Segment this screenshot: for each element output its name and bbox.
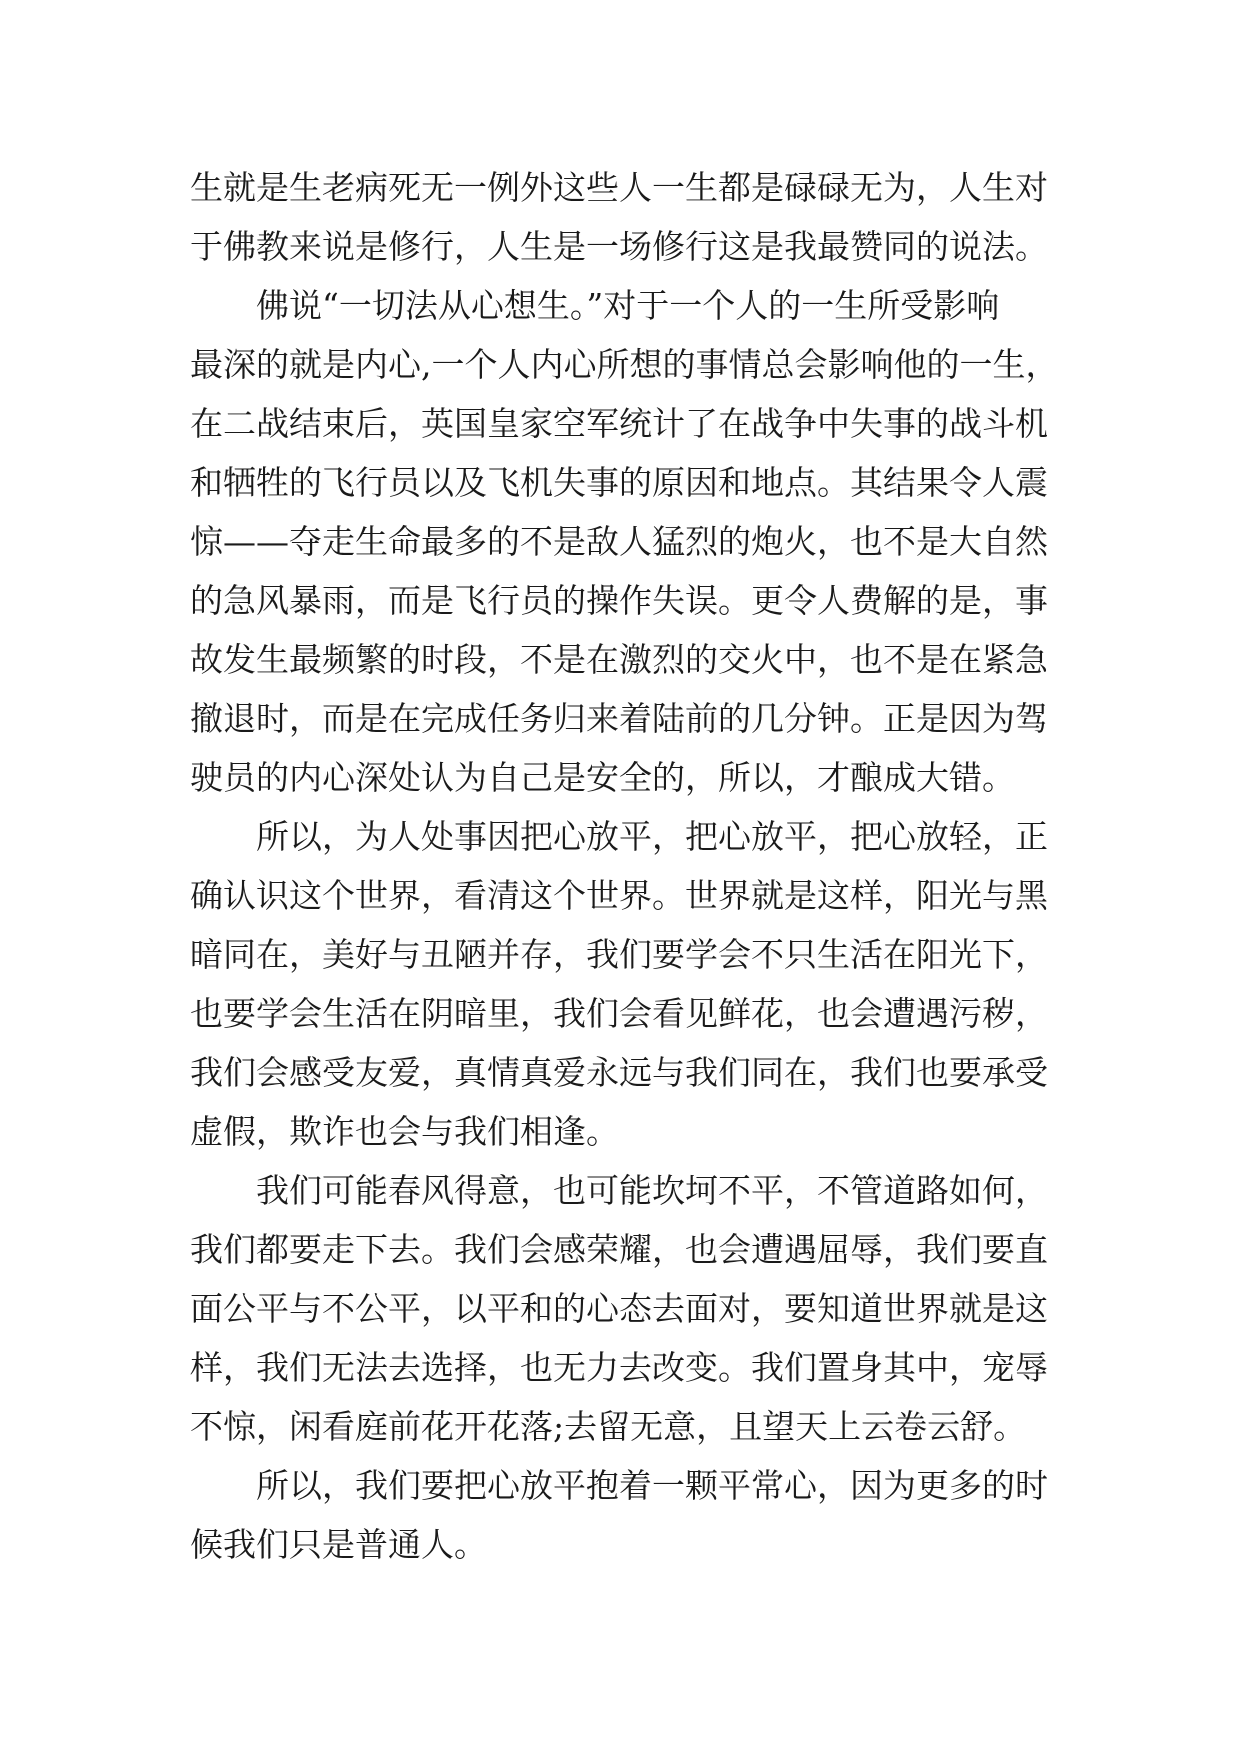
text-line: 撤退时，而是在完成任务归来着陆前的几分钟。正是因为驾 (190, 699, 1048, 738)
text-line: 的急风暴雨，而是飞行员的操作失误。更令人费解的是，事 (190, 581, 1048, 620)
text-line: 于佛教来说是修行，人生是一场修行这是我最赞同的说法。 (190, 227, 1048, 266)
text-line: 所以，我们要把心放平抱着一颗平常心，因为更多的时 (190, 1466, 1048, 1505)
text-line: 也要学会生活在阴暗里，我们会看见鲜花，也会遭遇污秽， (190, 994, 1048, 1033)
body-text (190, 158, 1090, 1574)
text-line: 驶员的内心深处认为自己是安全的，所以，才酿成大错。 (190, 758, 1015, 797)
text-line: 在二战结束后，英国皇家空军统计了在战争中失事的战斗机 (190, 404, 1048, 443)
text-line: 惊——夺走生命最多的不是敌人猛烈的炮火，也不是大自然 (190, 522, 1048, 561)
text-line: 确认识这个世界，看清这个世界。世界就是这样，阳光与黑 (190, 876, 1048, 915)
text-line: 面公平与不公平，以平和的心态去面对，要知道世界就是这 (190, 1289, 1048, 1328)
text-line: 我们都要走下去。我们会感荣耀，也会遭遇屈辱，我们要直 (190, 1230, 1048, 1269)
text-line: 候我们只是普通人。 (190, 1525, 487, 1564)
text-line: 样，我们无法去选择，也无力去改变。我们置身其中，宠辱 (190, 1348, 1048, 1387)
text-line: 最深的就是内心,一个人内心所想的事情总会影响他的一生， (190, 345, 1059, 384)
text-line: 不惊，闲看庭前花开花落;去留无意，且望天上云卷云舒。 (190, 1407, 1027, 1446)
text-line: 暗同在，美好与丑陋并存，我们要学会不只生活在阳光下， (190, 935, 1048, 974)
text-line: 所以，为人处事因把心放平，把心放平，把心放轻，正 (190, 817, 1048, 856)
text-line: 故发生最频繁的时段，不是在激烈的交火中，也不是在紧急 (190, 640, 1048, 679)
text-line: 生就是生老病死无一例外这些人一生都是碌碌无为，人生对 (190, 168, 1048, 207)
text-line: 佛说“一切法从心想生。”对于一个人的一生所受影响 (190, 286, 1000, 325)
text-line: 和牺牲的飞行员以及飞机失事的原因和地点。其结果令人震 (190, 463, 1048, 502)
text-line: 虚假，欺诈也会与我们相逢。 (190, 1112, 619, 1151)
text-line: 我们会感受友爱，真情真爱永远与我们同在，我们也要承受 (190, 1053, 1048, 1092)
text-line: 我们可能春风得意，也可能坎坷不平，不管道路如何， (190, 1171, 1048, 1210)
